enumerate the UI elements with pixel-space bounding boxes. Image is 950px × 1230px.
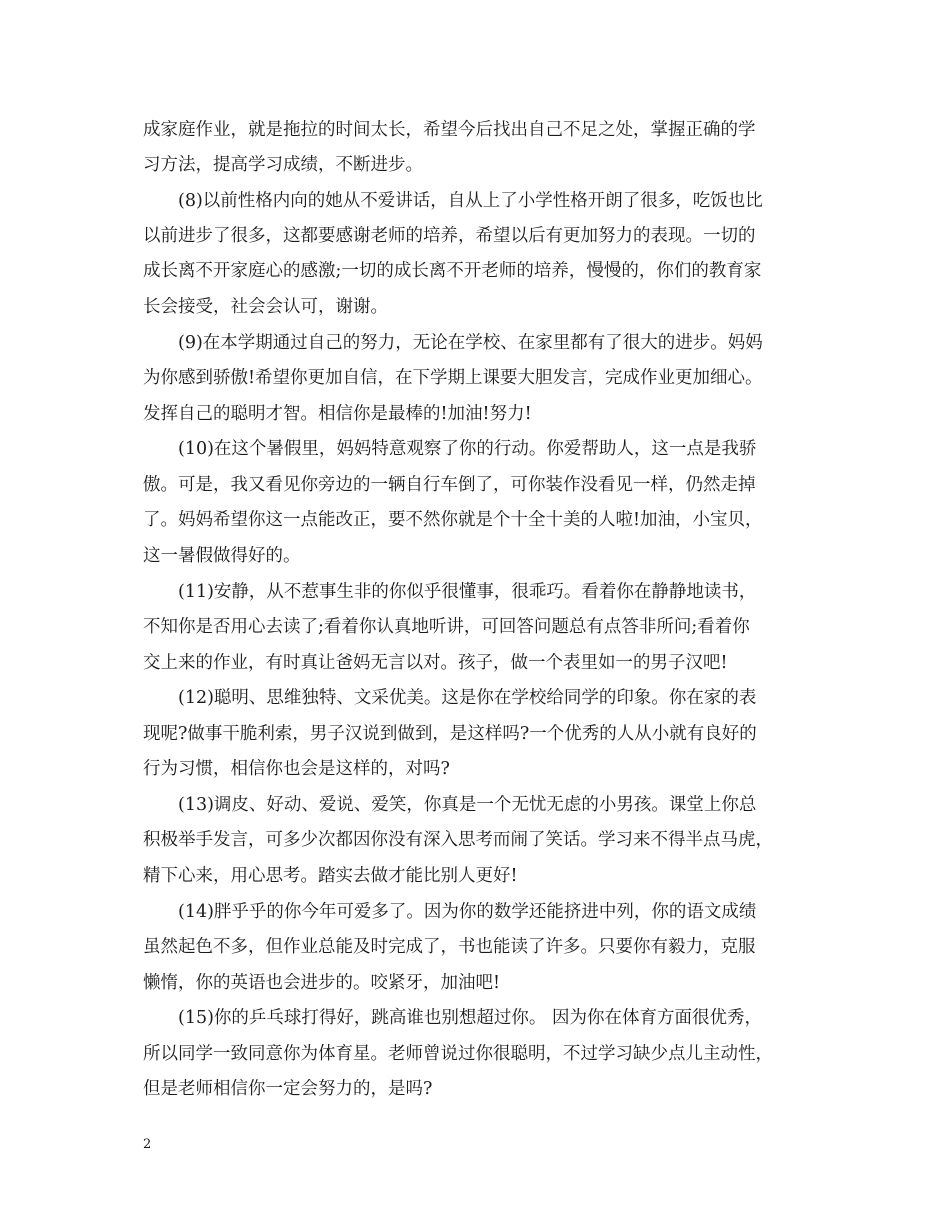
text-line: 行为习惯，相信你也会是这样的，对吗? [143, 759, 450, 779]
text-line: 虽然起色不多，但作业总能及时完成了，书也能读了许多。只要你有毅力，克服 [143, 937, 756, 957]
text-line: 但是老师相信你一定会努力的，是吗? [143, 1079, 433, 1099]
text-line: (13)调皮、好动、爱说、爱笑，你真是一个无忧无虑的小男孩。课堂上你总 [178, 795, 757, 815]
text-line: (15)你的乒乓球打得好，跳高谁也别想超过你。 因为你在体育方面很优秀， [178, 1008, 762, 1028]
text-line: 成长离不开家庭心的感激;一切的成长离不开老师的培养，慢慢的，你们的教育家 [143, 261, 762, 281]
text-line: (12)聪明、思维独特、文采优美。这是你在学校给同学的印象。你在家的表 [178, 688, 757, 708]
text-line: (11)安静，从不惹事生非的你似乎很懂事，很乖巧。看着你在静静地读书， [178, 582, 757, 602]
text-line: 所以同学一致同意你为体育星。老师曾说过你很聪明，不过学习缺少点儿主动性， [143, 1044, 773, 1064]
text-line: (10)在这个暑假里，妈妈特意观察了你的行动。你爱帮助人，这一点是我骄 [178, 439, 757, 459]
text-line: 懒惰，你的英语也会进步的。咬紧牙，加油吧! [143, 973, 501, 993]
text-line: 习方法，提高学习成绩，不断进步。 [143, 155, 423, 175]
text-line: 现呢?做事干脆利索，男子汉说到做到，是这样吗?一个优秀的人从小就有良好的 [143, 724, 757, 744]
text-line: (14)胖乎乎的你今年可爱多了。因为你的数学还能挤进中列，你的语文成绩 [178, 902, 757, 922]
text-line: (8)以前性格内向的她从不爱讲话，自从上了小学性格开朗了很多，吃饭也比 [178, 191, 763, 211]
page-number: 2 [143, 1137, 152, 1152]
text-line: 不知你是否用心去读了;看着你认真地听讲，可回答问题总有点答非所问;看着你 [143, 617, 750, 637]
text-line: 积极举手发言，可多少次都因你没有深入思考而闹了笑话。学习来不得半点马虎， [143, 830, 773, 850]
text-line: 长会接受，社会会认可，谢谢。 [143, 297, 388, 317]
text-line: 精下心来，用心思考。踏实去做才能比别人更好! [143, 866, 518, 886]
text-line: 成家庭作业，就是拖拉的时间太长，希望今后找出自己不足之处，掌握正确的学 [143, 120, 756, 140]
text-line: 为你感到骄傲!希望你更加自信，在下学期上课要大胆发言，完成作业更加细心。 [143, 368, 763, 388]
text-line: 了。妈妈希望你这一点能改正，要不然你就是个十全十美的人啦!加油，小宝贝， [143, 510, 763, 530]
text-line: 傲。可是，我又看见你旁边的一辆自行车倒了，可你装作没看见一样，仍然走掉 [143, 475, 756, 495]
text-line: 发挥自己的聪明才智。相信你是最棒的!加油!努力! [143, 404, 532, 424]
text-line: (9)在本学期通过自己的努力，无论在学校、在家里都有了很大的进步。妈妈 [178, 333, 763, 353]
text-line: 以前进步了很多，这都要感谢老师的培养，希望以后有更加努力的表现。一切的 [143, 226, 756, 246]
text-line: 交上来的作业，有时真让爸妈无言以对。孩子，做一个表里如一的男子汉吧! [143, 653, 728, 673]
text-line: 这一暑假做得好的。 [143, 546, 301, 566]
